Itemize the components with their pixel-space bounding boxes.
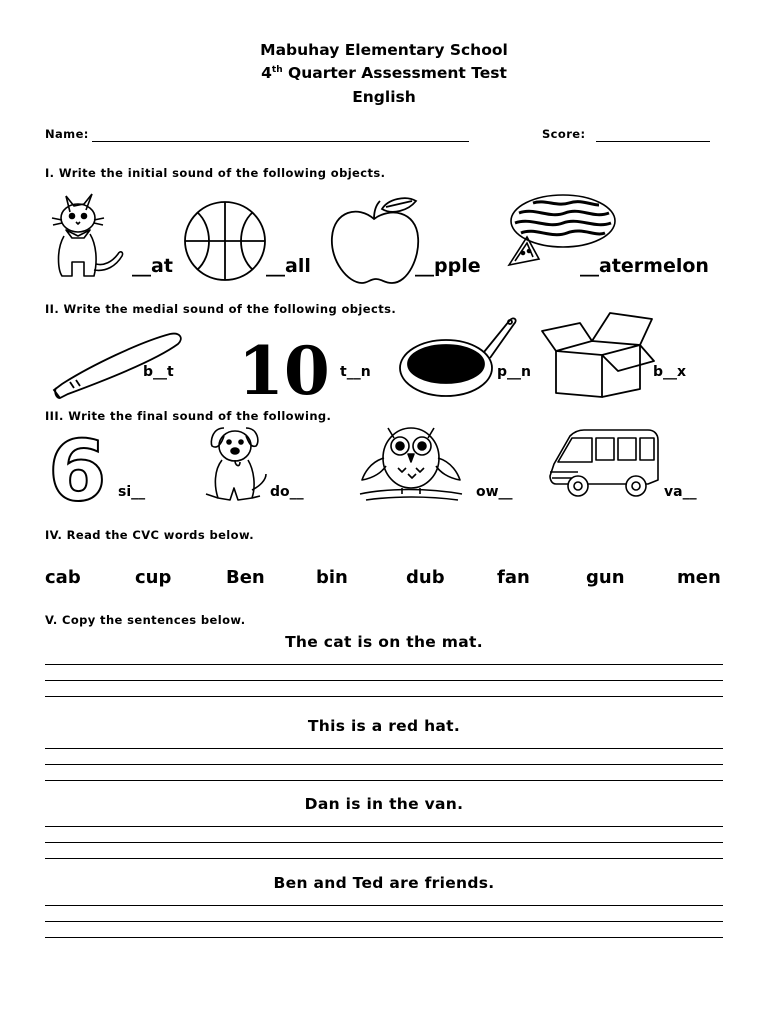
- cvc-word: bin: [316, 567, 348, 588]
- writing-line[interactable]: [45, 764, 723, 765]
- score-label: Score:: [542, 127, 586, 141]
- bat-answer: b__t: [143, 364, 174, 380]
- assessment-title-text: Quarter Assessment Test: [282, 64, 507, 82]
- pan-answer: p__n: [497, 364, 531, 380]
- cvc-word: cab: [45, 567, 81, 588]
- writing-line[interactable]: [45, 680, 723, 681]
- section-1-instruction: I. Write the initial sound of the following objects.: [45, 166, 386, 180]
- van-icon: [548, 428, 660, 502]
- dog-answer: do__: [270, 484, 304, 500]
- dog-icon: [200, 424, 270, 504]
- cvc-word: fan: [497, 567, 530, 588]
- sentence-1: The cat is on the mat.: [285, 633, 483, 651]
- sentence-4: Ben and Ted are friends.: [273, 874, 495, 892]
- number-six-glyph: 6: [48, 422, 107, 520]
- assessment-title: [0, 64, 768, 82]
- writing-line[interactable]: [45, 921, 723, 922]
- apple-answer: __pple: [415, 255, 481, 277]
- writing-line[interactable]: [45, 748, 723, 749]
- watermelon-answer: __atermelon: [580, 255, 709, 277]
- name-field[interactable]: [92, 141, 469, 142]
- writing-line[interactable]: [45, 664, 723, 665]
- number-six-icon: [48, 422, 112, 520]
- cvc-word: gun: [586, 567, 625, 588]
- number-ten-icon: [238, 332, 330, 410]
- box-icon: [540, 305, 662, 399]
- box-answer: b__x: [653, 364, 687, 380]
- quarter-suffix: th: [271, 64, 283, 75]
- sentence-3: Dan is in the van.: [304, 795, 464, 813]
- ball-icon: [183, 200, 267, 282]
- cvc-word: Ben: [226, 567, 265, 588]
- writing-line[interactable]: [45, 696, 723, 697]
- section-4-instruction: IV. Read the CVC words below.: [45, 528, 254, 542]
- sentence-2: This is a red hat.: [307, 717, 461, 735]
- section-3-instruction: III. Write the final sound of the following.: [45, 409, 332, 423]
- cvc-word: cup: [135, 567, 172, 588]
- pan-icon: [398, 314, 518, 400]
- writing-line[interactable]: [45, 842, 723, 843]
- name-label: Name:: [45, 127, 89, 141]
- school-name: Mabuhay Elementary School: [260, 41, 508, 59]
- writing-line[interactable]: [45, 905, 723, 906]
- writing-line[interactable]: [45, 780, 723, 781]
- six-answer: si__: [118, 484, 146, 500]
- van-answer: va__: [664, 484, 697, 500]
- quarter-number: 4: [261, 64, 272, 82]
- writing-line[interactable]: [45, 826, 723, 827]
- owl-icon: [358, 418, 464, 504]
- section-2-instruction: II. Write the medial sound of the following objects.: [45, 302, 397, 316]
- writing-line[interactable]: [45, 858, 723, 859]
- cvc-word: men: [677, 567, 721, 588]
- apple-icon: [330, 195, 422, 287]
- score-field[interactable]: [596, 141, 710, 142]
- writing-line[interactable]: [45, 937, 723, 938]
- cat-icon: [50, 190, 126, 282]
- cat-answer: __at: [132, 255, 173, 277]
- owl-answer: ow__: [476, 484, 513, 500]
- cvc-word: dub: [406, 567, 445, 588]
- number-ten-glyph: 10: [238, 332, 330, 410]
- section-5-instruction: V. Copy the sentences below.: [45, 613, 246, 627]
- ten-answer: t__n: [340, 364, 371, 380]
- subject-title: English: [352, 88, 416, 106]
- ball-answer: __all: [266, 255, 311, 277]
